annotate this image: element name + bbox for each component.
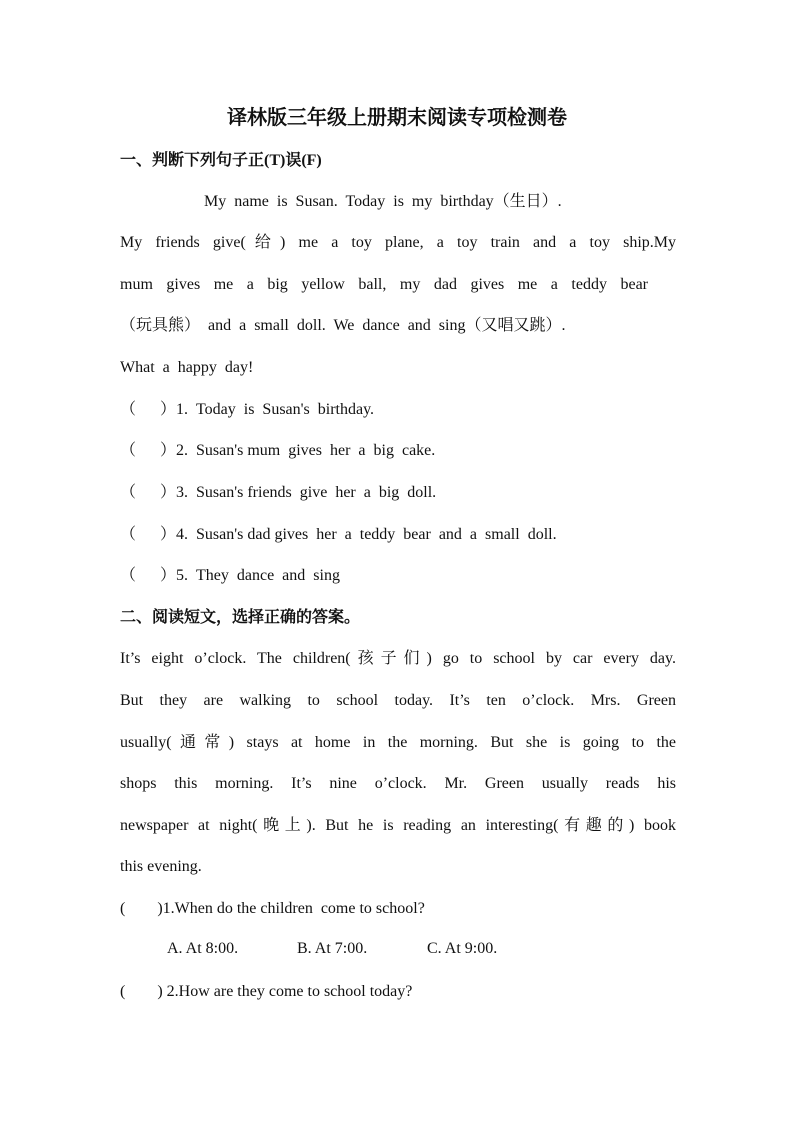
part1-passage-line: mum gives me a big yellow ball, my dad gives me a teddy bear — [120, 276, 648, 293]
part2-passage-line: But they are walking to school today. It’s ten o’clock. Mrs. Green — [120, 692, 676, 709]
page-title: 译林版三年级上册期末阅读专项检测卷 — [227, 107, 567, 129]
part1-passage-line: What a happy day! — [120, 359, 254, 376]
part1-passage-line: My friends give(给) me a toy plane, a toy train and a toy ship.My — [120, 234, 676, 251]
option-b: B. At 7:00. — [297, 940, 368, 957]
part2-question-1: ( )1.When do the children come to school? — [120, 900, 425, 917]
part2-passage-line: It’s eight o’clock. The children(孩子们) go to school by car every day. — [120, 650, 676, 667]
part2-passage-line: usually(通常) stays at home in the morning. But she is going to the — [120, 734, 676, 751]
option-a: A. At 8:00. — [167, 940, 239, 957]
part2-passage-line: shops this morning. It’s nine o’clock. Mr. Green usually reads his — [120, 775, 676, 792]
part1-passage-line: （玩具熊） and a small doll. We dance and sing（又唱又跳）. — [120, 317, 566, 334]
option-c: C. At 9:00. — [427, 940, 498, 957]
part2-question-2: ( ) 2.How are they come to school today? — [120, 983, 413, 1000]
part1-heading: 一、判断下列句子正(T)误(F) — [120, 152, 322, 169]
part1-question: （ ）2. Susan's mum gives her a big cake. — [120, 442, 436, 459]
part2-heading: 二、阅读短文，选择正确的答案。 — [120, 609, 361, 626]
part2-passage-line: newspaper at night(晚上). But he is reading an interesting(有趣的) book — [120, 817, 676, 834]
part1-question: （ ）3. Susan's friends give her a big doll. — [120, 484, 437, 501]
part2-passage-line: this evening. — [120, 858, 202, 875]
part1-question: （ ）1. Today is Susan's birthday. — [120, 401, 375, 418]
part1-question: （ ）4. Susan's dad gives her a teddy bear and a small doll. — [120, 526, 557, 543]
part1-question: （ ）5. They dance and sing — [120, 567, 340, 584]
part1-passage-line: My name is Susan. Today is my birthday（生日）. — [204, 193, 562, 210]
